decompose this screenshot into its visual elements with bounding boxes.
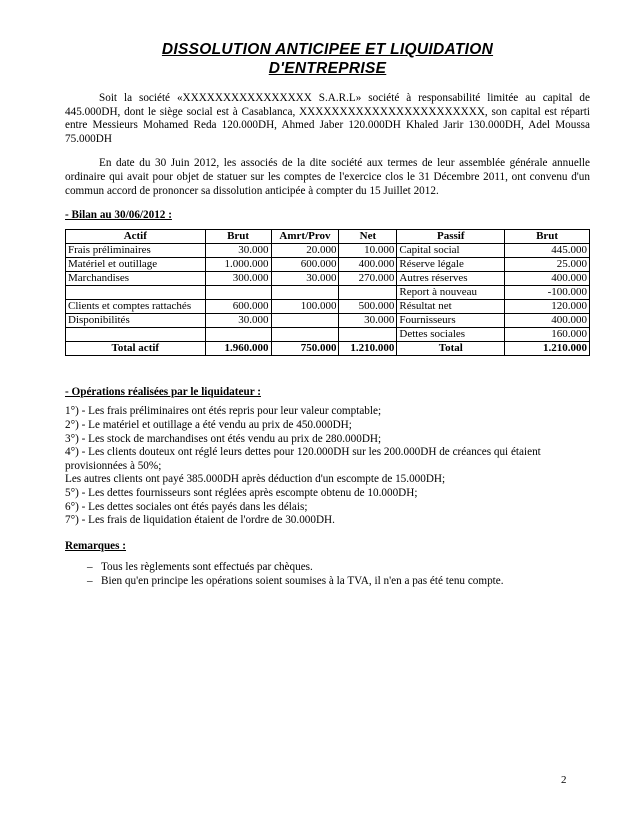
table-row (66, 243, 590, 257)
remark-text: Bien qu'en principe les opérations soient soumises à la TVA, il n'en a pas été tenu compte. (101, 574, 504, 587)
cell-net: 500.000 (339, 299, 397, 313)
cell-brut: 30.000 (205, 313, 271, 327)
cell-passif-brut: -100.000 (505, 285, 590, 299)
remarks-heading: Remarques : (65, 539, 127, 552)
cell-brut (205, 285, 271, 299)
title-line-2: D'ENTREPRISE (268, 60, 387, 77)
cell-net: 270.000 (339, 271, 397, 285)
title-line-1: DISSOLUTION ANTICIPEE ET LIQUIDATION (161, 41, 494, 58)
cell-passif-brut: 400.000 (505, 271, 590, 285)
bilan-header-row (66, 229, 590, 243)
cell-amrt: 600.000 (271, 257, 339, 271)
total-actif-label: Total actif (66, 341, 206, 355)
cell-passif: Réserve légale (397, 257, 505, 271)
cell-amrt: 20.000 (271, 243, 339, 257)
dissolution-paragraph: En date du 30 Juin 2012, les associés de la dite société aux termes de leur assemblée générale annuelle ordinaire qui avait pour objet de statuer sur les comptes de l'exercice clos le 31 Décembre 2011, ont convenu d'un commun accord de prononcer sa dissolution anticipée à compter du 15 Juillet 2012. (65, 157, 590, 197)
operation-line: 1°) - Les frais préliminaires ont étés repris pour leur valeur comptable; (65, 405, 382, 418)
total-row (66, 341, 590, 355)
list-item (87, 575, 590, 589)
cell-brut (205, 327, 271, 341)
cell-amrt: 100.000 (271, 299, 339, 313)
cell-brut: 30.000 (205, 243, 271, 257)
operation-line: 7°) - Les frais de liquidation étaient de l'ordre de 30.000DH. (65, 514, 335, 527)
operation-line: 3°) - Les stock de marchandises ont étés vendu au prix de 280.000DH; (65, 432, 382, 445)
operations-list (65, 405, 590, 527)
dash-bullet: – (87, 561, 93, 574)
bilan-table (65, 229, 590, 356)
cell-net (339, 327, 397, 341)
cell-passif-brut: 445.000 (505, 243, 590, 257)
table-row (66, 327, 590, 341)
total-brut: 1.960.000 (205, 341, 271, 355)
cell-net: 30.000 (339, 313, 397, 327)
col-header-passif: Passif (397, 229, 505, 243)
page-number: 2 (561, 774, 567, 786)
table-row (66, 271, 590, 285)
remark-text: Tous les règlements sont effectués par chèques. (101, 561, 313, 574)
table-row (66, 299, 590, 313)
col-header-amrt-prov: Amrt/Prov (271, 229, 339, 243)
cell-brut: 1.000.000 (205, 257, 271, 271)
document-title (65, 40, 590, 78)
cell-net: 400.000 (339, 257, 397, 271)
cell-passif: Fournisseurs (397, 313, 505, 327)
cell-brut: 300.000 (205, 271, 271, 285)
operations-heading: - Opérations réalisées par le liquidateur : (65, 385, 261, 398)
cell-actif: Matériel et outillage (66, 257, 206, 271)
total-passif-label: Total (397, 341, 505, 355)
operation-line: Les autres clients ont payé 385.000DH après déduction d'un escompte de 15.000DH; (65, 473, 446, 486)
total-passif-brut: 1.210.000 (505, 341, 590, 355)
total-amrt: 750.000 (271, 341, 339, 355)
cell-actif: Clients et comptes rattachés (66, 299, 206, 313)
cell-actif: Disponibilités (66, 313, 206, 327)
operation-line: 4°) - Les clients douteux ont réglé leurs dettes pour 120.000DH sur les 200.000DH de créances qui étaient provisionnées à 50%; (65, 446, 541, 472)
cell-amrt (271, 285, 339, 299)
cell-amrt (271, 327, 339, 341)
dash-bullet: – (87, 574, 93, 587)
cell-passif-brut: 400.000 (505, 313, 590, 327)
cell-actif (66, 285, 206, 299)
table-row (66, 285, 590, 299)
cell-brut: 600.000 (205, 299, 271, 313)
col-header-actif: Actif (66, 229, 206, 243)
cell-net: 10.000 (339, 243, 397, 257)
cell-amrt: 30.000 (271, 271, 339, 285)
cell-passif: Report à nouveau (397, 285, 505, 299)
col-header-net: Net (339, 229, 397, 243)
cell-actif: Marchandises (66, 271, 206, 285)
cell-passif: Dettes sociales (397, 327, 505, 341)
col-header-brut-actif: Brut (205, 229, 271, 243)
table-row (66, 313, 590, 327)
cell-actif: Frais préliminaires (66, 243, 206, 257)
cell-passif-brut: 120.000 (505, 299, 590, 313)
operation-line: 6°) - Les dettes sociales ont étés payés dans les délais; (65, 500, 308, 513)
table-row (66, 257, 590, 271)
cell-passif: Autres réserves (397, 271, 505, 285)
cell-net (339, 285, 397, 299)
cell-amrt (271, 313, 339, 327)
col-header-brut-passif: Brut (505, 229, 590, 243)
document-page (65, 40, 590, 588)
operation-line: 5°) - Les dettes fournisseurs sont réglées après escompte obtenu de 10.000DH; (65, 486, 418, 499)
cell-actif (66, 327, 206, 341)
cell-passif: Résultat net (397, 299, 505, 313)
list-item (87, 561, 590, 575)
total-net: 1.210.000 (339, 341, 397, 355)
operation-line: 2°) - Le matériel et outillage a été vendu au prix de 450.000DH; (65, 418, 352, 431)
cell-passif: Capital social (397, 243, 505, 257)
remarks-list (65, 561, 590, 588)
cell-passif-brut: 25.000 (505, 257, 590, 271)
bilan-heading: - Bilan au 30/06/2012 : (65, 209, 172, 222)
cell-passif-brut: 160.000 (505, 327, 590, 341)
intro-paragraph: Soit la société «XXXXXXXXXXXXXXXX S.A.R.L» société à responsabilité limitée au capital de 445.000DH, dont le siège social est à Casablanca, XXXXXXXXXXXXXXXXXXXXXXX, son capital est réparti entre Messieurs Mohamed Reda 120.000DH, Ahmed Jaber 120.000DH Khaled Jarir 130.000DH, Adel Moussa 75.000DH (65, 92, 590, 145)
